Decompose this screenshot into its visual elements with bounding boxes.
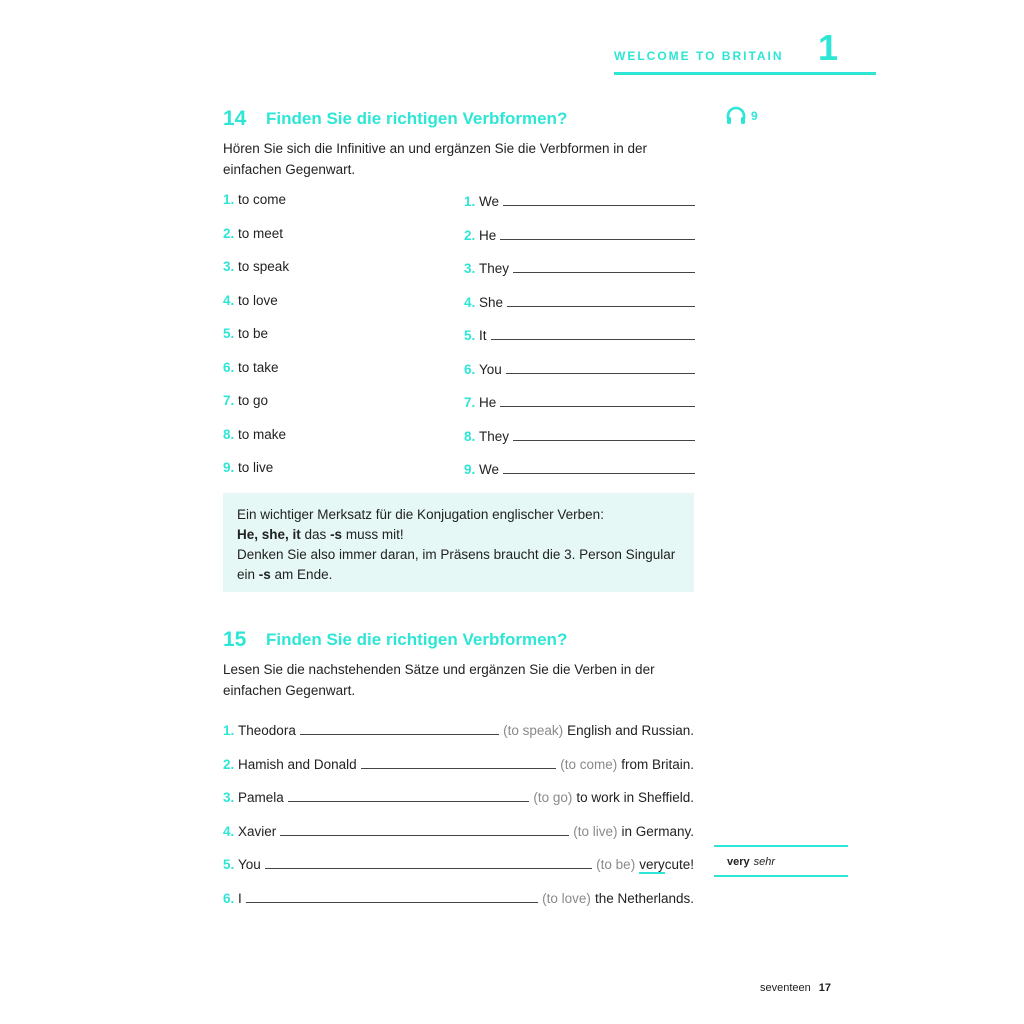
infinitive: to go	[238, 393, 269, 408]
item-number: 4.	[464, 295, 476, 310]
answer-blank[interactable]	[280, 822, 569, 836]
answer-blank[interactable]	[361, 755, 557, 769]
exercise-14-item	[223, 460, 695, 480]
exercise-14-heading	[223, 107, 693, 135]
pronoun: He	[479, 395, 497, 410]
answer-blank[interactable]	[500, 226, 695, 240]
chapter-title: WELCOME TO BRITAIN	[614, 49, 784, 63]
exercise-14-item	[223, 360, 695, 380]
sentence-rest: to work in Sheffield.	[576, 790, 694, 805]
infinitive: to meet	[238, 226, 284, 241]
answer-blank[interactable]	[513, 427, 695, 441]
item-number: 8.	[464, 429, 476, 444]
grammar-tip-box	[223, 493, 694, 592]
sentence-rest: the Netherlands.	[594, 891, 694, 906]
sentence-subject: You	[238, 857, 261, 872]
exercise-title: Finden Sie die richtigen Verbformen?	[266, 109, 568, 128]
headphones-icon	[725, 106, 747, 126]
page-word: seventeen	[760, 982, 811, 994]
item-number: 4.	[223, 293, 235, 308]
exercise-number: 14	[223, 107, 247, 130]
item-number: 7.	[464, 395, 476, 410]
verb-hint: (to come)	[560, 757, 618, 772]
header-divider	[614, 72, 876, 75]
glossary-bottom-rule	[714, 875, 848, 877]
sentence-rest: in Germany.	[621, 824, 694, 839]
exercise-14-item	[223, 326, 695, 346]
item-number: 5.	[223, 326, 235, 341]
item-number: 9.	[223, 460, 235, 475]
answer-blank[interactable]	[246, 889, 538, 903]
sentence-subject: I	[238, 891, 242, 906]
pronoun: He	[479, 228, 497, 243]
pronoun: We	[479, 462, 500, 477]
audio-track-marker[interactable]	[725, 106, 758, 126]
infinitive: to live	[238, 460, 274, 475]
infinitive: to take	[238, 360, 279, 375]
sentence-subject: Xavier	[238, 824, 277, 839]
exercise-title: Finden Sie die richtigen Verbformen?	[266, 630, 568, 649]
exercise-15-item	[223, 889, 694, 906]
item-number: 9.	[464, 462, 476, 477]
page-footer	[760, 982, 831, 994]
sentence-subject: Theodora	[238, 723, 296, 738]
verb-hint: (to speak)	[503, 723, 564, 738]
sentence-subject: Pamela	[238, 790, 284, 805]
glossary-word-link: very	[639, 857, 665, 872]
item-number: 2.	[223, 226, 235, 241]
verb-hint: (to go)	[533, 790, 573, 805]
pronoun: They	[479, 429, 510, 444]
exercise-number: 15	[223, 628, 247, 651]
infinitive: to love	[238, 293, 278, 308]
exercise-15-item	[223, 788, 694, 805]
audio-track-number: 9	[751, 109, 758, 123]
exercise-14-item	[223, 226, 695, 246]
answer-blank[interactable]	[503, 460, 695, 474]
verb-hint: (to live)	[573, 824, 618, 839]
pronoun: They	[479, 261, 510, 276]
exercise-14-item	[223, 427, 695, 447]
exercise-14-item	[223, 293, 695, 313]
item-number: 6.	[464, 362, 476, 377]
item-number: 1.	[223, 723, 235, 738]
tip-line: He, she, it das -s muss mit!	[237, 527, 404, 542]
chapter-number: 1	[818, 27, 839, 68]
exercise-15-item	[223, 855, 694, 874]
pronoun: She	[479, 295, 504, 310]
answer-blank[interactable]	[506, 360, 695, 374]
glossary-translation: sehr	[753, 856, 776, 868]
item-number: 6.	[223, 360, 235, 375]
answer-blank[interactable]	[265, 855, 592, 869]
verb-hint: (to be)	[596, 857, 636, 872]
exercise-15-item	[223, 822, 694, 839]
glossary-entry	[727, 856, 775, 868]
pronoun: It	[479, 328, 487, 343]
infinitive: to be	[238, 326, 269, 341]
sentence-rest: cute!	[664, 857, 694, 872]
item-number: 2.	[223, 757, 235, 772]
item-number: 1.	[223, 192, 235, 207]
exercise-15-item	[223, 755, 694, 772]
answer-blank[interactable]	[503, 192, 695, 206]
exercise-14-instruction: Hören Sie sich die Infinitive an und ergänzen Sie die Verbformen in der einfachen Gegenwart.	[223, 141, 648, 177]
item-number: 3.	[223, 790, 235, 805]
item-number: 6.	[223, 891, 235, 906]
item-number: 5.	[464, 328, 476, 343]
item-number: 3.	[223, 259, 235, 274]
item-number: 5.	[223, 857, 235, 872]
glossary-top-rule	[714, 845, 848, 847]
verb-hint: (to love)	[542, 891, 591, 906]
item-number: 1.	[464, 194, 476, 209]
item-number: 2.	[464, 228, 476, 243]
tip-line: Denken Sie also immer daran, im Präsens braucht die 3. Person Singular	[237, 547, 676, 562]
exercise-15-item	[223, 721, 694, 738]
item-number: 8.	[223, 427, 235, 442]
answer-blank[interactable]	[513, 259, 695, 273]
sentence-rest: English and Russian.	[567, 723, 694, 738]
answer-blank[interactable]	[288, 788, 530, 802]
tip-line: Ein wichtiger Merksatz für die Konjugation englischer Verben:	[237, 507, 604, 522]
exercise-14-item	[223, 393, 695, 413]
page-number: 17	[818, 982, 832, 994]
sentence-rest: from Britain.	[621, 757, 694, 772]
tip-line: ein -s am Ende.	[237, 567, 333, 582]
exercise-14-item	[223, 259, 695, 279]
infinitive: to speak	[238, 259, 290, 274]
sentence-subject: Hamish and Donald	[238, 757, 357, 772]
glossary-word: very	[727, 856, 750, 868]
answer-blank[interactable]	[491, 326, 695, 340]
infinitive: to make	[238, 427, 287, 442]
item-number: 3.	[464, 261, 476, 276]
exercise-15-instruction: Lesen Sie die nachstehenden Sätze und ergänzen Sie die Verben in der einfachen Gegenwart.	[223, 662, 655, 698]
answer-blank[interactable]	[500, 393, 695, 407]
answer-blank[interactable]	[507, 293, 695, 307]
exercise-15-heading	[223, 628, 693, 656]
answer-blank[interactable]	[300, 721, 499, 735]
pronoun: We	[479, 194, 500, 209]
pronoun: You	[479, 362, 502, 377]
item-number: 7.	[223, 393, 235, 408]
infinitive: to come	[238, 192, 287, 207]
exercise-14-item	[223, 192, 695, 212]
item-number: 4.	[223, 824, 235, 839]
